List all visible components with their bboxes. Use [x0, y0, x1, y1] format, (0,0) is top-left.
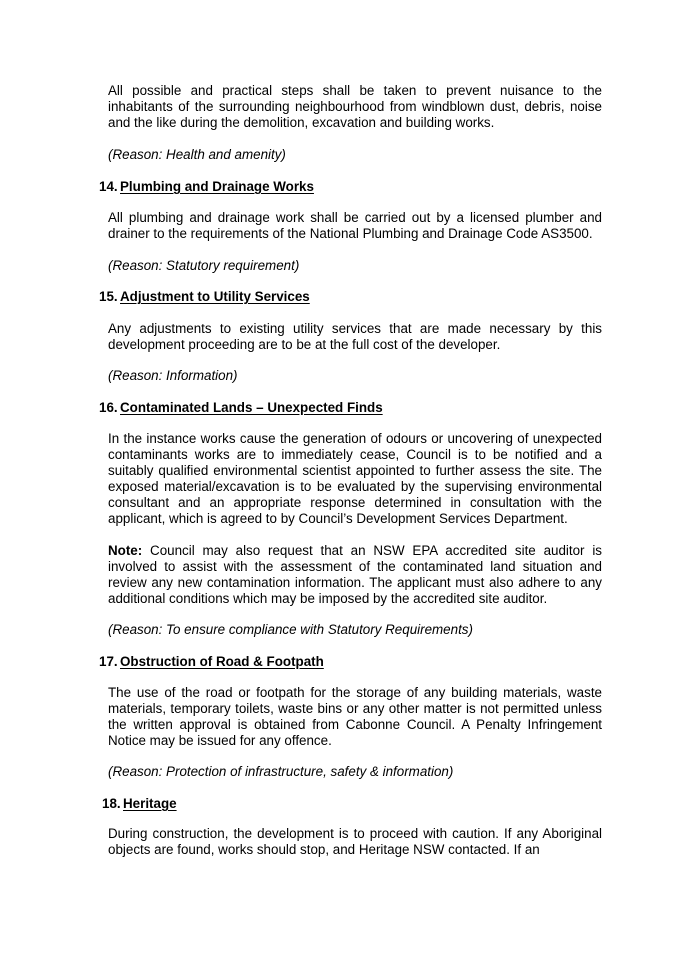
note-label: Note: [108, 543, 143, 558]
section-16-title: Contaminated Lands – Unexpected Finds [120, 400, 383, 415]
section-15-reason: (Reason: Information) [108, 368, 238, 383]
section-18-number: 18. [102, 796, 121, 811]
section-15-body: Any adjustments to existing utility services that are made necessary by this development proceeding are to be at the full cost of the developer. [108, 321, 602, 352]
section-14-title: Plumbing and Drainage Works [120, 179, 314, 194]
section-16-number: 16. [99, 400, 118, 415]
section-15-title: Adjustment to Utility Services [120, 289, 310, 304]
intro-paragraph: All possible and practical steps shall be taken to prevent nuisance to the inhabitants of the surrounding neighbourhood from windblown dust, debris, noise and the like during the demolition, excavation and building works. [108, 83, 602, 130]
section-16-body: In the instance works cause the generation of odours or uncovering of unexpected contaminants works are to immediately cease, Council is to be notified and a suitably qualified environmental scientist appointed to further assess the site. The exposed material/excavation is to be evaluated by the supervising environmental consultant and an appropriate response determined in consultation with the applicant, which is agreed to by Council’s Development Services Department. [108, 431, 602, 526]
section-17-heading [99, 654, 324, 670]
section-17-body: The use of the road or footpath for the storage of any building materials, waste materials, temporary toilets, waste bins or any other matter is not permitted unless the written approval is obtained from Cabonne Council. A Penalty Infringement Notice may be issued for any offence. [108, 685, 602, 748]
section-14-number: 14. [99, 179, 118, 194]
intro-reason: (Reason: Health and amenity) [108, 147, 286, 162]
section-18-title: Heritage [123, 796, 177, 811]
section-16-reason: (Reason: To ensure compliance with Statutory Requirements) [108, 622, 473, 637]
section-15-heading [99, 289, 310, 305]
section-16-heading [99, 400, 383, 416]
section-15-number: 15. [99, 289, 118, 304]
section-14-body: All plumbing and drainage work shall be carried out by a licensed plumber and drainer to the requirements of the National Plumbing and Drainage Code AS3500. [108, 210, 602, 241]
section-14-reason: (Reason: Statutory requirement) [108, 258, 300, 273]
section-17-title: Obstruction of Road & Footpath [120, 654, 324, 669]
section-17-reason: (Reason: Protection of infrastructure, safety & information) [108, 764, 454, 779]
section-14-heading [99, 179, 314, 195]
section-16-note [108, 543, 602, 607]
section-18-heading [102, 796, 177, 812]
section-18-body: During construction, the development is to proceed with caution. If any Aboriginal objects are found, works should stop, and Heritage NSW contacted. If an [108, 826, 602, 857]
section-17-number: 17. [99, 654, 118, 669]
note-text: Council may also request that an NSW EPA accredited site auditor is involved to assist with the assessment of the contaminated land situation and review any new contamination information. The applicant must also adhere to any additional conditions which may be imposed by the accredited site auditor. [108, 543, 602, 606]
